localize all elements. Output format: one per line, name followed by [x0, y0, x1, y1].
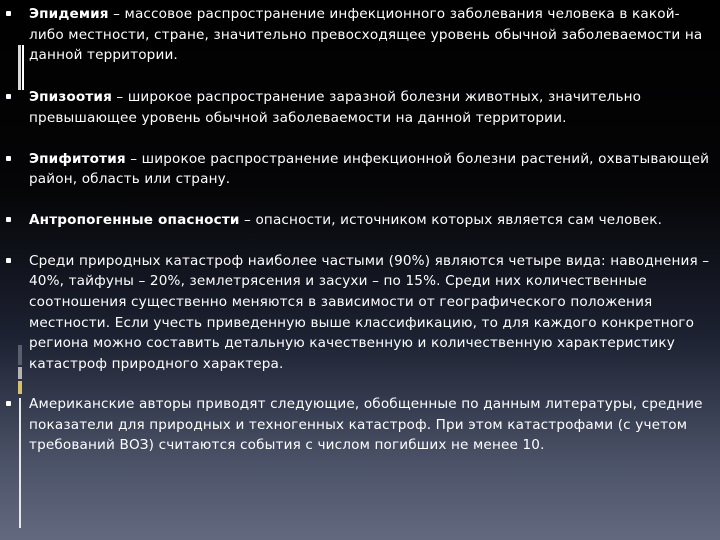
bullet-paragraph — [22, 394, 712, 456]
term-label: Эпидемия — [29, 6, 109, 22]
paragraph-text: – широкое распространение инфекционной болезни растений, охватывающей район, область или страну. — [29, 150, 710, 188]
term-label: Эпизоотия — [29, 89, 112, 106]
bullet-icon — [6, 217, 11, 222]
paragraph-text: – широкое распространение заразной болезни животных, значительно превышающее уровень обычной заболеваемости на данной территории. — [29, 89, 642, 126]
decor-bar — [18, 45, 21, 90]
paragraph-text: Среди природных катастроф наиболее частыми (90%) являются четыре вида: наводнения – 40%, тайфуны – 20%, землетрясения и засухи – по 15%. Среди них количественные соотношения существенно меняются в зависимости от географического положения местности. Если учесть приведенную выше классификацию, то для каждого конкретного региона можно составить детальную качественную и количественную характеристику катастроф природного характера. — [29, 252, 710, 373]
bullet-icon — [6, 94, 11, 99]
bullet-paragraph — [22, 251, 712, 375]
bullet-paragraph — [22, 4, 712, 66]
bullet-paragraph — [22, 87, 712, 128]
bullet-icon — [6, 258, 11, 263]
paragraph-text: Американские авторы приводят следующие, обобщенные по данным литературы, средние показатели для природных и техногенных катастроф. При этом катастрофами (с учетом требований ВОЗ) считаются события с числом погибших не менее 10. — [29, 395, 703, 454]
bullet-icon — [6, 11, 11, 16]
paragraph-text: – массовое распространение инфекционного заболевания человека в какой-либо местности, стране, значительно превосходящее уровень обычной заболеваемости на данной территории. — [29, 6, 703, 64]
decor-bar — [19, 398, 21, 528]
term-label: Антропогенные опасности — [29, 211, 240, 228]
bullet-icon — [6, 401, 11, 406]
paragraph-text: – опасности, источником которых является сам человек. — [239, 211, 663, 228]
bullet-paragraph — [22, 210, 712, 231]
bullet-paragraph — [22, 149, 712, 190]
bullet-icon — [6, 156, 11, 161]
slide-text-content — [22, 4, 712, 456]
term-label: Эпифитотия — [29, 150, 126, 167]
